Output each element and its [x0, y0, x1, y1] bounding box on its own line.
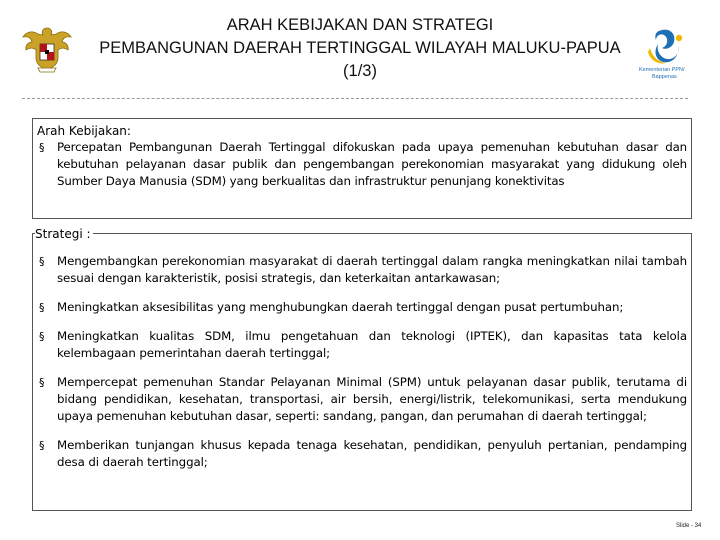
garuda-emblem-icon [22, 22, 72, 74]
slide-number: Slide - 34 [676, 523, 702, 529]
strategi-list [37, 253, 687, 471]
strategi-item-text: Meningkatkan aksesibilitas yang menghubungkan daerah tertinggal dengan pusat pertumbuhan; [57, 300, 624, 314]
kebijakan-label: Arah Kebijakan: [37, 124, 131, 138]
strategi-item-text: Mempercepat pemenuhan Standar Pelayanan Minimal (SPM) untuk pelayanan dasar publik, terutama di bidang pendidikan, kesehatan, transportasi, air bersih, energi/listrik, telekomunikasi, serta mendukung upaya pemenuhan kebutuhan dasar, seperti: sandang, pangan, dan perumahan di daerah tertinggal; [57, 375, 687, 423]
strategi-item-text: Meningkatkan kualitas SDM, ilmu pengetahuan dan teknologi (IPTEK), dan kapasitas tata kelola kelembagaan pemerintahan daerah tertinggal; [57, 329, 687, 360]
strategi-label: Strategi : [35, 227, 91, 241]
bullet-mark: § [39, 376, 45, 389]
kebijakan-item [37, 139, 687, 190]
logo-text-ministry: Kementerian PPN/ [639, 67, 685, 73]
strategi-item [37, 253, 687, 287]
strategi-item-text: Memberikan tunjangan khusus kepada tenaga kesehatan, pendidikan, penyuluh pertanian, pendamping desa di daerah tertinggal; [57, 438, 687, 469]
strategi-box [32, 227, 692, 511]
bullet-mark: § [39, 330, 45, 343]
title-divider [22, 98, 688, 99]
bappenas-logo-icon [636, 26, 702, 86]
title-line-1: ARAH KEBIJAKAN DAN STRATEGI [226, 16, 494, 34]
kebijakan-item-text: Percepatan Pembangunan Daerah Tertinggal difokuskan pada upaya pemenuhan kebutuhan dasar dan kebutuhan pelayanan dasar publik dan pengembangan perekonomian masyarakat yang didukung oleh Sumber Daya Manusia (SDM) yang berkualitas dan infrastruktur penunjang konektivitas [57, 140, 687, 188]
slide-title [80, 14, 640, 83]
kebijakan-box [32, 118, 692, 219]
strategi-item [37, 374, 687, 425]
logo-text-bappenas: Bappenas [652, 74, 677, 80]
bullet-mark: § [39, 301, 45, 314]
bullet-mark: § [39, 141, 45, 154]
kebijakan-list [37, 139, 687, 190]
strategi-item-text: Mengembangkan perekonomian masyarakat di daerah tertinggal dalam rangka meningkatkan nilai tambah sesuai dengan karakteristik, posisi strategis, dan keterkaitan antarkawasan; [57, 254, 687, 285]
bullet-mark: § [39, 255, 45, 268]
bullet-mark: § [39, 439, 45, 452]
title-line-3: (1/3) [343, 62, 377, 80]
title-line-2: PEMBANGUNAN DAERAH TERTINGGAL WILAYAH MALUKU-PAPUA [99, 39, 621, 57]
strategi-item [37, 299, 687, 316]
strategi-item [37, 437, 687, 471]
strategi-item [37, 328, 687, 362]
